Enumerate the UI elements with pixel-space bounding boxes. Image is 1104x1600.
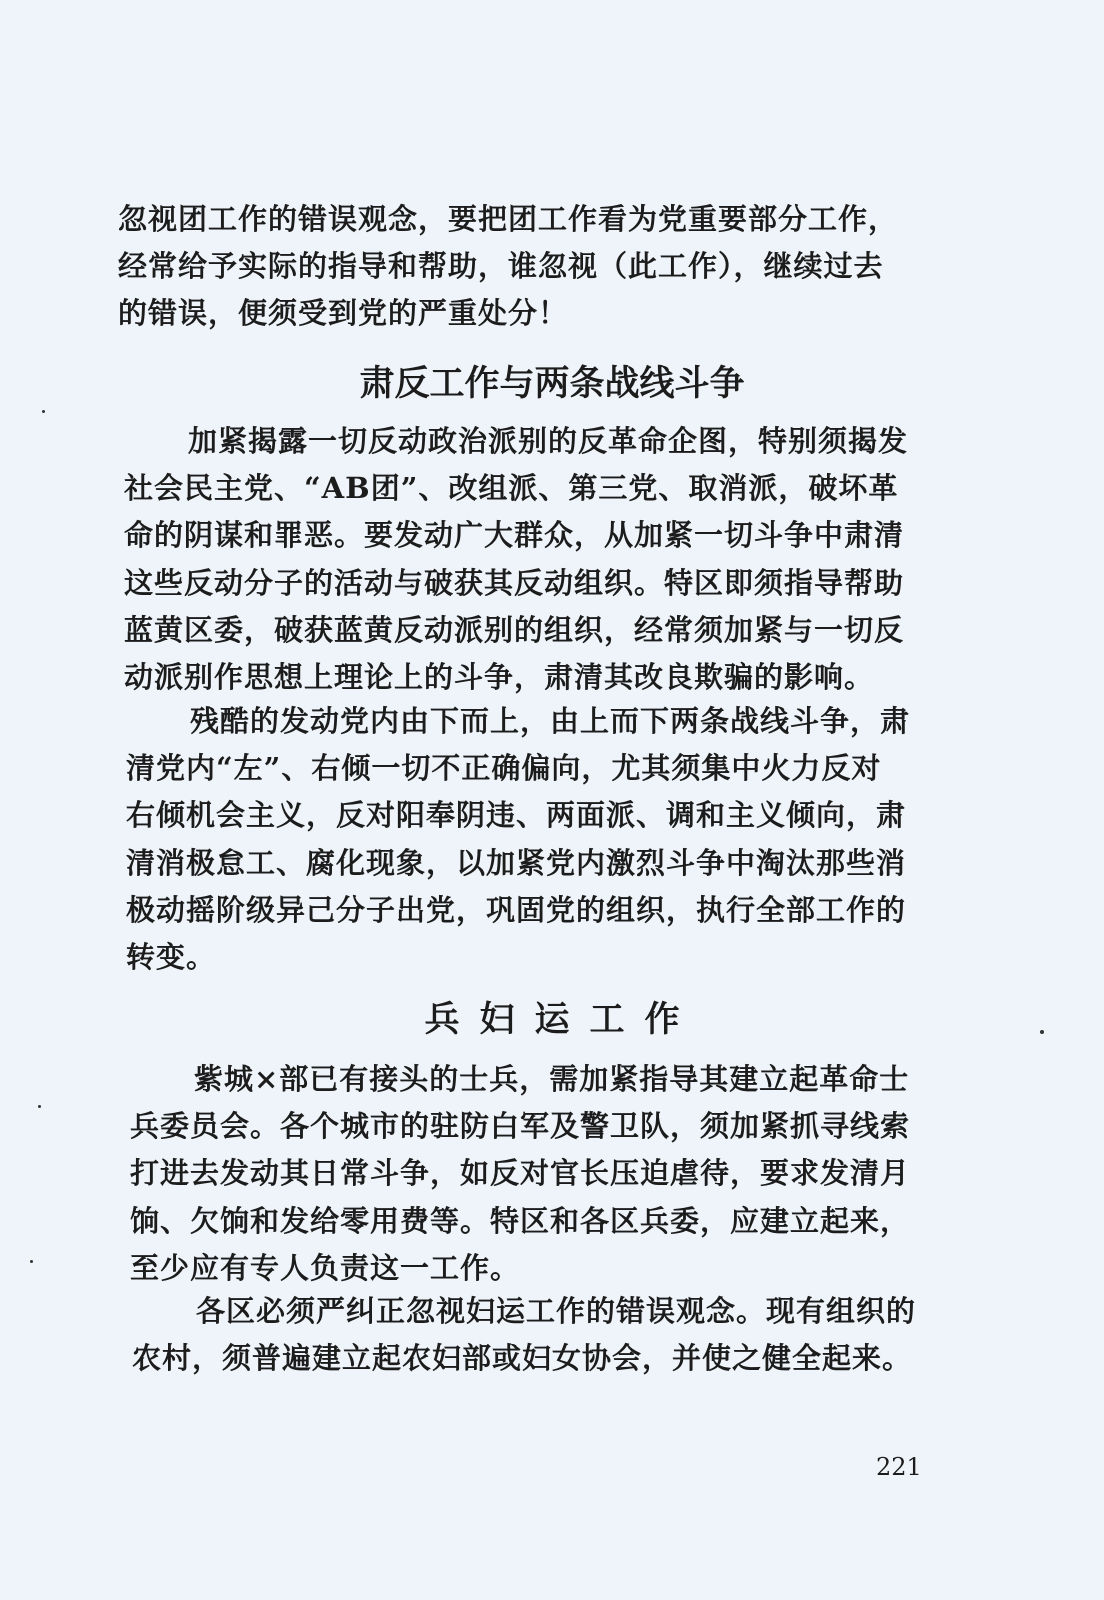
section1-paragraph2: [126, 698, 992, 981]
print-speck: [1040, 1030, 1044, 1034]
text-line: 兵委员会。各个城市的驻防白军及警卫队，须加紧抓寻线索: [130, 1109, 911, 1144]
text-line: 至少应有专人负责这一工作。: [130, 1250, 521, 1285]
print-speck: [42, 410, 45, 413]
text-line: 清党内“左”、右倾一切不正确偏向，尤其须集中火力反对: [126, 751, 882, 786]
text-line: 命的阴谋和罪恶。要发动广大群众，从加紧一切斗争中肃清: [124, 518, 905, 553]
text-line: 清消极怠工、腐化现象，以加紧党内激烈斗争中淘汰那些消: [126, 845, 907, 880]
text-line: 的错误，便须受到党的严重处分！: [118, 296, 569, 331]
section2-paragraph1: [130, 1056, 996, 1292]
print-speck: [30, 1260, 33, 1263]
text-line: 农村，须普遍建立起农妇部或妇女协会，并使之健全起来。: [132, 1341, 913, 1376]
text-line: 加紧揭露一切反动政治派别的反革命企图，特别须揭发: [188, 424, 909, 458]
top-paragraph: [118, 196, 984, 338]
text-line: 残酷的发动党内由下而上，由上而下两条战线斗争，肃: [190, 704, 911, 738]
text-line: 右倾机会主义，反对阳奉阴违、两面派、调和主义倾向，肃: [126, 798, 907, 833]
text-line: 各区必须严纠正忽视妇运工作的错误观念。现有组织的: [196, 1294, 917, 1328]
text-line: 动派别作思想上理论上的斗争，肃清其改良欺骗的影响。: [124, 660, 875, 695]
section-heading-sufan: 肃反工作与两条战线斗争: [359, 363, 745, 404]
text-line: 极动摇阶级异己分子出党，巩固党的组织，执行全部工作的: [126, 892, 907, 927]
page-number: 221: [876, 1453, 922, 1481]
text-line: 这些反动分子的活动与破获其反动组织。特区即须指导帮助: [124, 565, 905, 600]
text-line: 打进去发动其日常斗争，如反对官长压迫虐待，要求发清月: [130, 1156, 911, 1191]
section1-paragraph1: [124, 418, 990, 701]
section-heading-bingfu: 兵妇运工作: [424, 999, 700, 1040]
text-line: 社会民主党、“AB团”、改组派、第三党、取消派，破坏革: [124, 471, 899, 506]
text-line: 蓝黄区委，破获蓝黄反动派别的组织，经常须加紧与一切反: [124, 612, 905, 647]
text-line: 转变。: [126, 940, 217, 975]
print-speck: [38, 1105, 41, 1108]
text-line: 饷、欠饷和发给零用费等。特区和各区兵委，应建立起来，: [130, 1203, 911, 1238]
text-line: 忽视团工作的错误观念，要把团工作看为党重要部分工作，: [118, 202, 899, 236]
text-line: 紫城×部已有接头的士兵，需加紧指导其建立起革命士: [194, 1062, 910, 1096]
section2-paragraph2: [132, 1288, 998, 1382]
text-line: 经常给予实际的指导和帮助，谁忽视（此工作），继续过去: [118, 249, 884, 284]
